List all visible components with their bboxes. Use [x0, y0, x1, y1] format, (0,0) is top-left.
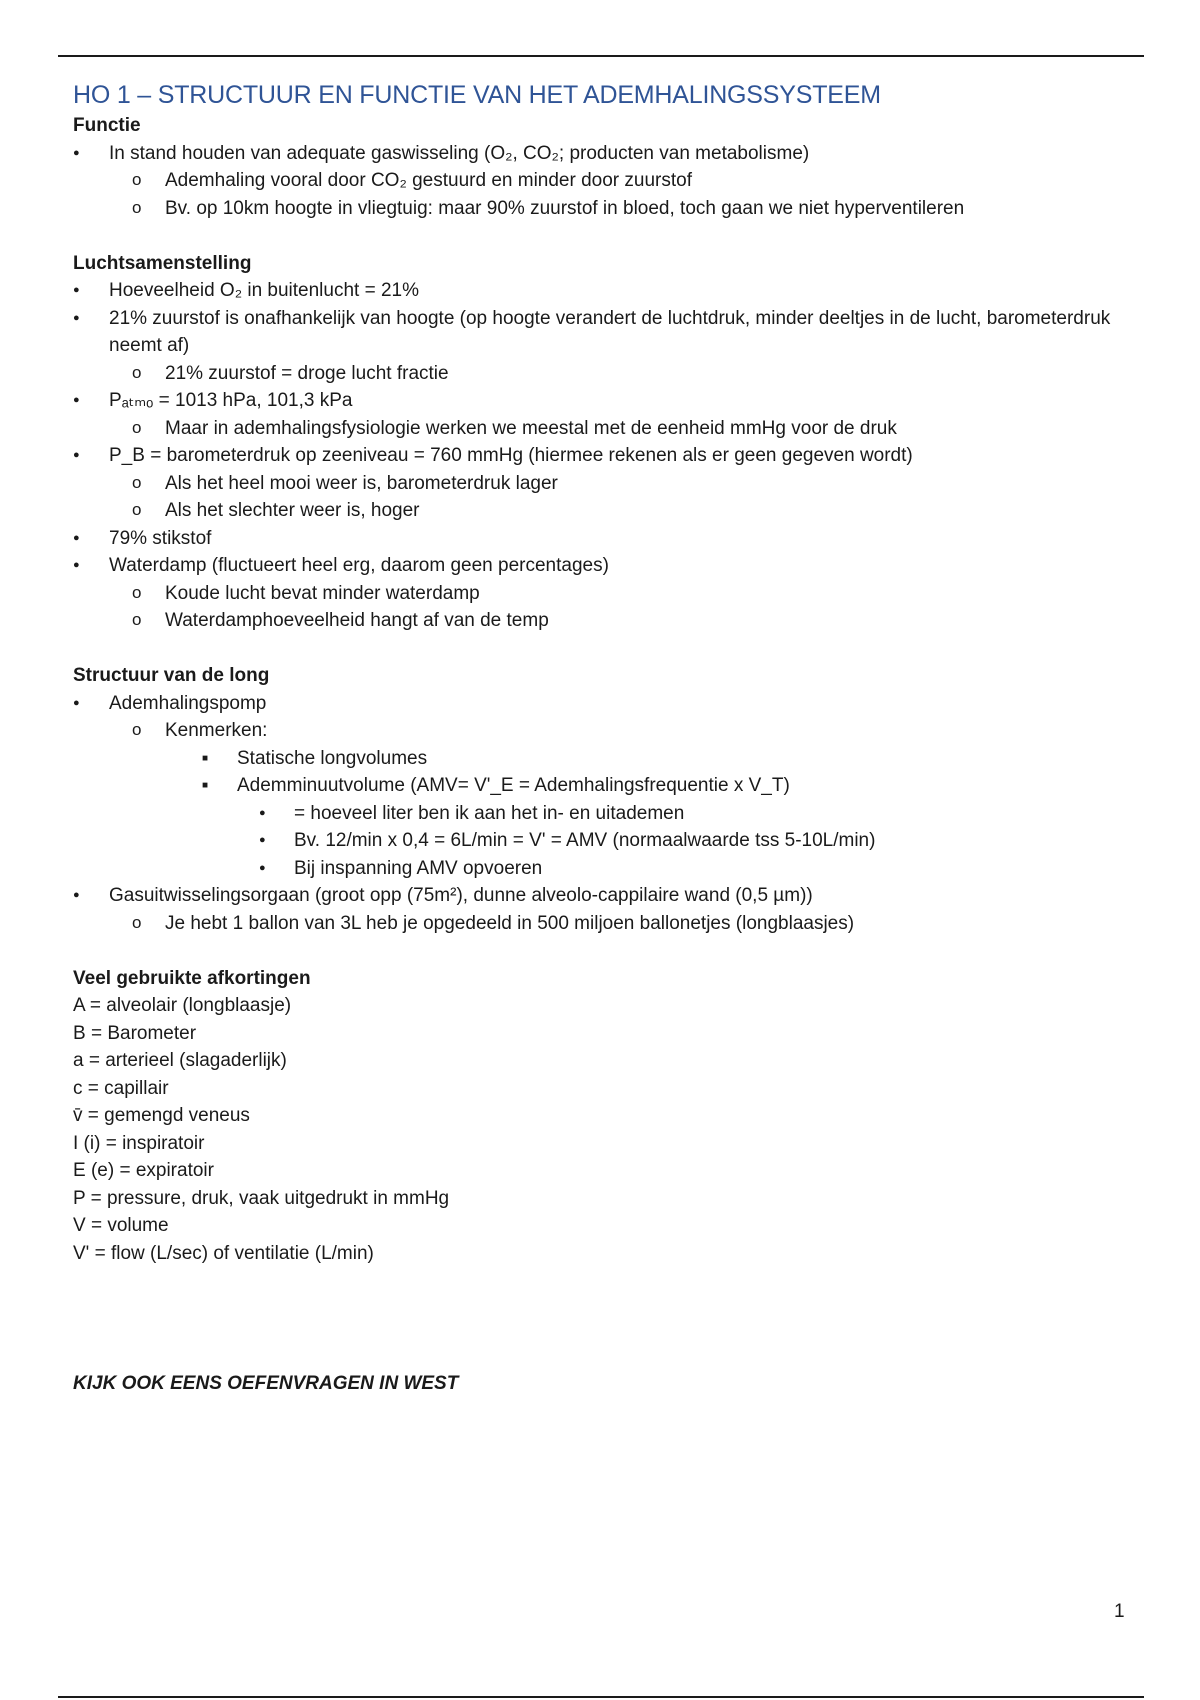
list-item: ● Hoeveelheid O₂ in buitenlucht = 21%	[73, 277, 1133, 305]
list-item: o Bv. op 10km hoogte in vliegtuig: maar 90% zuurstof in bloed, toch gaan we niet hyperventileren	[73, 195, 1133, 223]
exercise-note: KIJK OOK EENS OEFENVRAGEN IN WEST	[73, 1373, 459, 1394]
abbreviation-line: a = arterieel (slagaderlijk)	[73, 1050, 287, 1071]
list-item: ● Ademhalingspomp	[73, 690, 1133, 718]
abbreviation-line: V = volume	[73, 1215, 169, 1236]
list-item: ● 79% stikstof	[73, 525, 1133, 553]
abbreviation-line: B = Barometer	[73, 1022, 197, 1044]
document-body	[73, 78, 1133, 1267]
list-item: ● = hoeveel liter ben ik aan het in- en uitademen	[73, 800, 1133, 828]
lucht-list	[73, 277, 1133, 635]
abbreviation-line: I (i) = inspiratoir	[73, 1132, 205, 1154]
abbreviation-line: E (e) = expiratoir	[73, 1160, 214, 1181]
abbreviation-line: c = capillair	[73, 1077, 169, 1099]
list-item: ■ Statische longvolumes	[73, 745, 1133, 773]
page-title: HO 1 – STRUCTUUR EN FUNCTIE VAN HET ADEMHALINGSSYSTEEM	[73, 81, 881, 109]
abbreviation-line: v̄ = gemengd veneus	[73, 1105, 250, 1126]
list-item: o Kenmerken:	[73, 717, 1133, 745]
section-heading-functie: Functie	[73, 115, 141, 136]
list-item: ● P_B = barometerdruk op zeeniveau = 760 mmHg (hiermee rekenen als er geen gegeven wordt)	[73, 442, 1133, 470]
list-item: ● Bv. 12/min x 0,4 = 6L/min = V' = AMV (normaalwaarde tss 5-10L/min)	[73, 827, 1133, 855]
page-number: 1	[1114, 1601, 1125, 1622]
top-rule	[58, 55, 1144, 57]
list-item: o Koude lucht bevat minder waterdamp	[73, 580, 1133, 608]
list-item: ● Pₐₜₘₒ = 1013 hPa, 101,3 kPa	[73, 387, 1133, 415]
bottom-rule	[58, 1696, 1144, 1698]
list-item: o Je hebt 1 ballon van 3L heb je opgedeeld in 500 miljoen ballonetjes (longblaasjes)	[73, 910, 1133, 938]
abbreviation-line: A = alveolair (longblaasje)	[73, 995, 292, 1016]
list-item: o 21% zuurstof = droge lucht fractie	[73, 360, 1133, 388]
list-item: o Als het heel mooi weer is, barometerdruk lager	[73, 470, 1133, 498]
list-item: o Ademhaling vooral door CO₂ gestuurd en minder door zuurstof	[73, 167, 1133, 195]
section-heading-luchtsamenstelling: Luchtsamenstelling	[73, 252, 252, 274]
list-item: o Waterdamphoeveelheid hangt af van de temp	[73, 607, 1133, 635]
section-heading-afkortingen: Veel gebruikte afkortingen	[73, 967, 311, 989]
list-item: o Maar in ademhalingsfysiologie werken we meestal met de eenheid mmHg voor de druk	[73, 415, 1133, 443]
list-item: ● Bij inspanning AMV opvoeren	[73, 855, 1133, 883]
list-item: o Als het slechter weer is, hoger	[73, 497, 1133, 525]
abbreviation-line: P = pressure, druk, vaak uitgedrukt in mmHg	[73, 1187, 450, 1209]
functie-list	[73, 140, 1133, 223]
list-item: ● Gasuitwisselingsorgaan (groot opp (75m²), dunne alveolo-cappilaire wand (0,5 µm))	[73, 882, 1133, 910]
abbreviation-line: V' = flow (L/sec) of ventilatie (L/min)	[73, 1242, 374, 1264]
section-heading-structuur: Structuur van de long	[73, 665, 270, 686]
structuur-list	[73, 690, 1133, 938]
list-item: ● Waterdamp (fluctueert heel erg, daarom geen percentages)	[73, 552, 1133, 580]
list-item: ● In stand houden van adequate gaswisseling (O₂, CO₂; producten van metabolisme)	[73, 140, 1133, 168]
list-item: ■ Ademminuutvolume (AMV= V'_E = Ademhalingsfrequentie x V_T)	[73, 772, 1133, 800]
list-item: ● 21% zuurstof is onafhankelijk van hoogte (op hoogte verandert de luchtdruk, minder deeltjes in de lucht, barometerdruk neemt af)	[73, 305, 1133, 360]
